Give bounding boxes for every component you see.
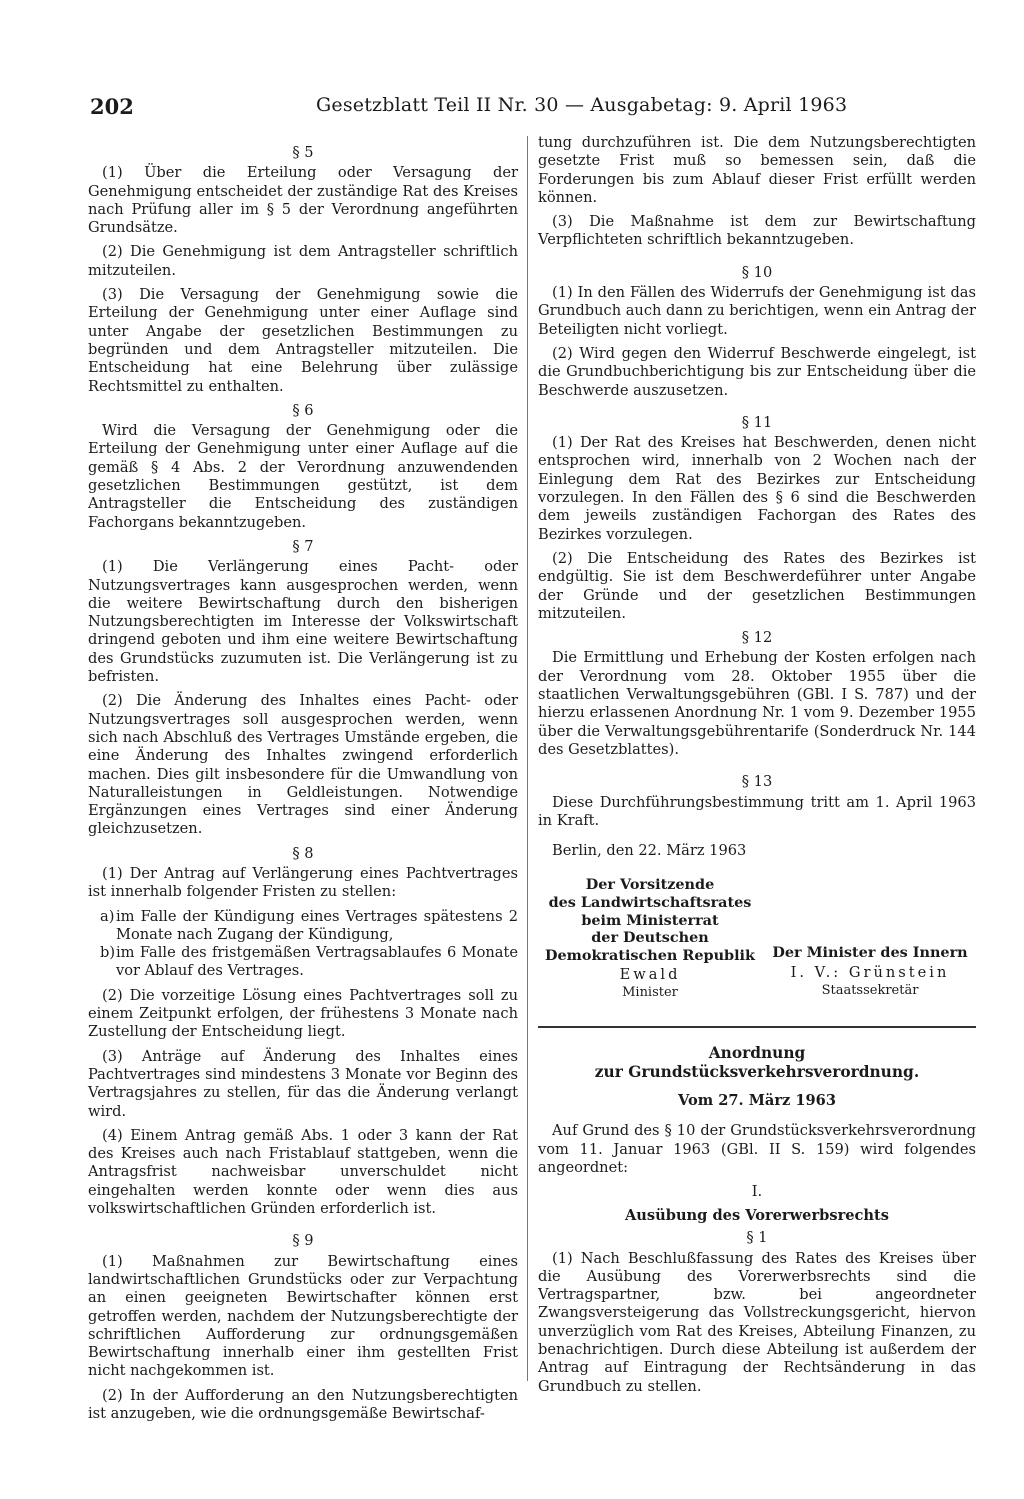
paragraph: (2) Die Genehmigung ist dem Antragsteller schriftlich mitzuteilen. bbox=[88, 243, 518, 279]
paragraph: (3) Die Versagung der Genehmigung sowie die Erteilung der Genehmigung unter einer Auflage sind unter Angabe der gesetzlichen Bestimmungen zu begründen und dem Antragsteller mitzuteilen. Die Entscheidung hat eine Belehrung über zulässige Rechtsmittel zu enthalten. bbox=[88, 286, 518, 395]
paragraph: (2) Die Entscheidung des Rates des Bezirkes ist endgültig. Sie ist dem Beschwerdeführer unter Angabe der Gründe und der gesetzlichen Bestimmungen mitzuteilen. bbox=[538, 549, 976, 622]
signature-interior bbox=[764, 944, 976, 999]
section-heading: § 8 bbox=[292, 844, 314, 862]
signature-title: der Deutschen bbox=[591, 929, 709, 947]
paragraph: Die Ermittlung und Erhebung der Kosten erfolgen nach der Verordnung vom 28. Oktober 1955 über die staatlichen Verwaltungsgebühren (GBl. I S. 787) und der hierzu erlassenen Anordnung Nr. 1 vom 9. Dezember 1955 über die Verwaltungsgebührentarife (Sonderdruck Nr. 144 des Gesetzblattes). bbox=[538, 649, 976, 758]
list-text: im Falle des fristgemäßen Vertragsablaufes 6 Monate vor Ablauf des Vertrages. bbox=[116, 944, 518, 980]
paragraph: tung durchzuführen ist. Die dem Nutzungsberechtigten gesetzte Frist muß so bemessen sein, daß die Forderungen bis zum Ablauf dieser Frist erfüllt werden können. bbox=[538, 134, 976, 206]
paragraph: (4) Einem Antrag gemäß Abs. 1 oder 3 kann der Rat des Kreises auch nach Fristablauf stattgeben, wenn die Antragsfrist nachweisbar unverschuldet nicht eingehalten werden konnte oder wenn dies aus volkswirtschaftlichen Gründen erforderlich ist. bbox=[88, 1126, 518, 1218]
paragraph: (1) Die Verlängerung eines Pacht- oder Nutzungsvertrages kann ausgesprochen werden, wenn die weitere Bewirtschaftung durch den bisherigen Nutzungsberechtigten im Interesse der Volkswirtschaft dringend geboten und ihm eine weitere Bewirtschaftung des Grundstücks zuzumuten ist. Die Verlängerung ist zu befristen. bbox=[88, 558, 518, 686]
section-heading: § 5 bbox=[292, 144, 314, 161]
section-heading: § 11 bbox=[741, 413, 773, 431]
section-heading: § 10 bbox=[741, 263, 773, 281]
section-heading: § 9 bbox=[292, 1232, 314, 1250]
list-label: a) bbox=[100, 907, 115, 925]
signatory-role: Staatssekretär bbox=[821, 982, 919, 998]
part-title: Ausübung des Vorerwerbsrechts bbox=[624, 1207, 890, 1225]
signature-title: des Landwirtschaftsrates bbox=[548, 893, 752, 911]
paragraph: (2) Die vorzeitige Lösung eines Pachtvertrages soll zu einem Zeitpunkt erfolgen, der frühestens 3 Monate nach Zustellung der Entscheidung liegt. bbox=[88, 986, 518, 1041]
paragraph: (1) Der Rat des Kreises hat Beschwerden, denen nicht entsprochen wird, innerhalb von 2 Wochen nach der Einlegung dem Rat des Bezirkes zur Entscheidung vorzulegen. In den Fällen des § 6 sind die Beschwerden dem jeweils zuständigen Fachorgan des Rates des Bezirkes vorzulegen. bbox=[538, 434, 976, 543]
signatory-role: Minister bbox=[622, 985, 678, 1001]
signature-title: Demokratischen Republik bbox=[544, 946, 755, 964]
signatory-name: Ewald bbox=[619, 966, 681, 984]
right-column bbox=[538, 134, 976, 1402]
paragraph: (2) Die Änderung des Inhaltes eines Pacht- oder Nutzungsvertrages soll ausgesprochen werden, wenn sich nach Abschluß des Vertrages Umstände ergeben, die eine Änderung des Inhaltes zwingend erforderlich machen. Dies gilt insbesondere für die Umwandlung von Naturalleistungen in Geldleistungen. Notwendige Ergänzungen eines Vertrages sind einer Änderung gleichzusetzen. bbox=[88, 692, 518, 838]
ordinance-date: Vom 27. März 1963 bbox=[678, 1092, 836, 1110]
page-number: 202 bbox=[90, 94, 134, 119]
list-label: b) bbox=[100, 944, 116, 962]
paragraph: Wird die Versagung der Genehmigung oder die Erteilung der Genehmigung unter einer Auflage auf die gemäß § 4 Abs. 2 der Verordnung anzuwendenden gesetzlichen Bestimmungen gestützt, ist dem Antragsteller die Entscheidung des zuständigen Fachorgans bekanntzugeben. bbox=[88, 422, 518, 531]
signature-title: beim Ministerrat bbox=[581, 911, 719, 929]
ordinance-subtitle: zur Grundstücksverkehrsverordnung. bbox=[594, 1063, 920, 1082]
part-number: I. bbox=[751, 1183, 763, 1201]
paragraph: (3) Die Maßnahme ist dem zur Bewirtschaftung Verpflichteten schriftlich bekanntzugeben. bbox=[538, 213, 976, 249]
page-header bbox=[90, 94, 960, 118]
section-divider bbox=[538, 1026, 976, 1028]
section-heading: § 6 bbox=[292, 401, 314, 419]
place-date: Berlin, den 22. März 1963 bbox=[552, 842, 747, 860]
deadline-list bbox=[88, 908, 518, 981]
paragraph: (1) Nach Beschlußfassung des Rates des Kreises über die Ausübung des Vorerwerbsrechts sind die Vertragspartner, bzw. bei angeordneter Zwangsversteigerung das Vollstreckungsgericht, hiervon unverzüglich vom Rat des Kreises, Abteilung Finanzen, zu benachrichtigen. Durch diese Abteilung ist außerdem der Antrag auf Eintragung der Rechtsänderung in das Grundbuch zu stellen. bbox=[538, 1249, 976, 1395]
signature-title: Der Minister des Innern bbox=[772, 944, 968, 962]
list-text: im Falle der Kündigung eines Vertrages spätestens 2 Monate nach Zugang der Kündigung, bbox=[116, 907, 518, 943]
section-heading: § 7 bbox=[292, 537, 314, 555]
left-column bbox=[88, 142, 518, 1429]
section-heading: § 13 bbox=[741, 773, 773, 791]
paragraph: (1) In den Fällen des Widerrufs der Genehmigung ist das Grundbuch auch dann zu berichtigen, wenn ein Antrag der Beteiligten nicht vorliegt. bbox=[538, 284, 976, 338]
paragraph: Diese Durchführungsbestimmung tritt am 1. April 1963 in Kraft. bbox=[538, 793, 976, 829]
paragraph: Auf Grund des § 10 der Grundstücksverkehrsverordnung vom 11. Januar 1963 (GBl. II S. 159) wird folgendes angeordnet: bbox=[538, 1122, 976, 1176]
signatory-name: I. V.: Grünstein bbox=[790, 963, 950, 981]
paragraph: (1) Der Antrag auf Verlängerung eines Pachtvertrages ist innerhalb folgender Fristen zu stellen: bbox=[88, 864, 518, 901]
paragraph: (2) In der Aufforderung an den Nutzungsberechtigten ist anzugeben, wie die ordnungsgemäße Bewirtschaf- bbox=[88, 1386, 518, 1422]
running-title: Gesetzblatt Teil II Nr. 30 — Ausgabetag: 9. April 1963 bbox=[316, 94, 848, 116]
ordinance-title: Anordnung bbox=[708, 1044, 806, 1063]
signature-title: Der Vorsitzende bbox=[585, 876, 715, 894]
list-item bbox=[88, 944, 518, 981]
column-divider bbox=[527, 136, 528, 1381]
signature-agriculture bbox=[538, 876, 762, 1001]
paragraph: (3) Anträge auf Änderung des Inhaltes eines Pachtvertrages sind mindestens 3 Monate vor Beginn des Vertragsjahres zu stellen, für das die Änderung verlangt wird. bbox=[88, 1047, 518, 1120]
paragraph: (2) Wird gegen den Widerruf Beschwerde eingelegt, ist die Grundbuchberichtigung bis zur Entscheidung über die Beschwerde auszusetzen. bbox=[538, 344, 976, 399]
list-item bbox=[88, 908, 518, 945]
section-heading: § 12 bbox=[741, 629, 773, 647]
paragraph: (1) Über die Erteilung oder Versagung der Genehmigung entscheidet der zuständige Rat des Kreises nach Prüfung aller im § 5 der Verordnung angeführten Grundsätze. bbox=[88, 164, 518, 237]
signature-block bbox=[538, 876, 976, 1016]
paragraph: (1) Maßnahmen zur Bewirtschaftung eines landwirtschaftlichen Grundstücks oder zur Verpachtung an einen geeigneten Bewirtschafter können erst getroffen werden, nachdem der Nutzungsberechtigte der schriftlichen Aufforderung zur ordnungsgemäßen Bewirtschaftung innerhalb einer ihm gestellten Frist nicht nachgekommen ist. bbox=[88, 1252, 518, 1380]
section-heading: § 1 bbox=[746, 1229, 768, 1247]
